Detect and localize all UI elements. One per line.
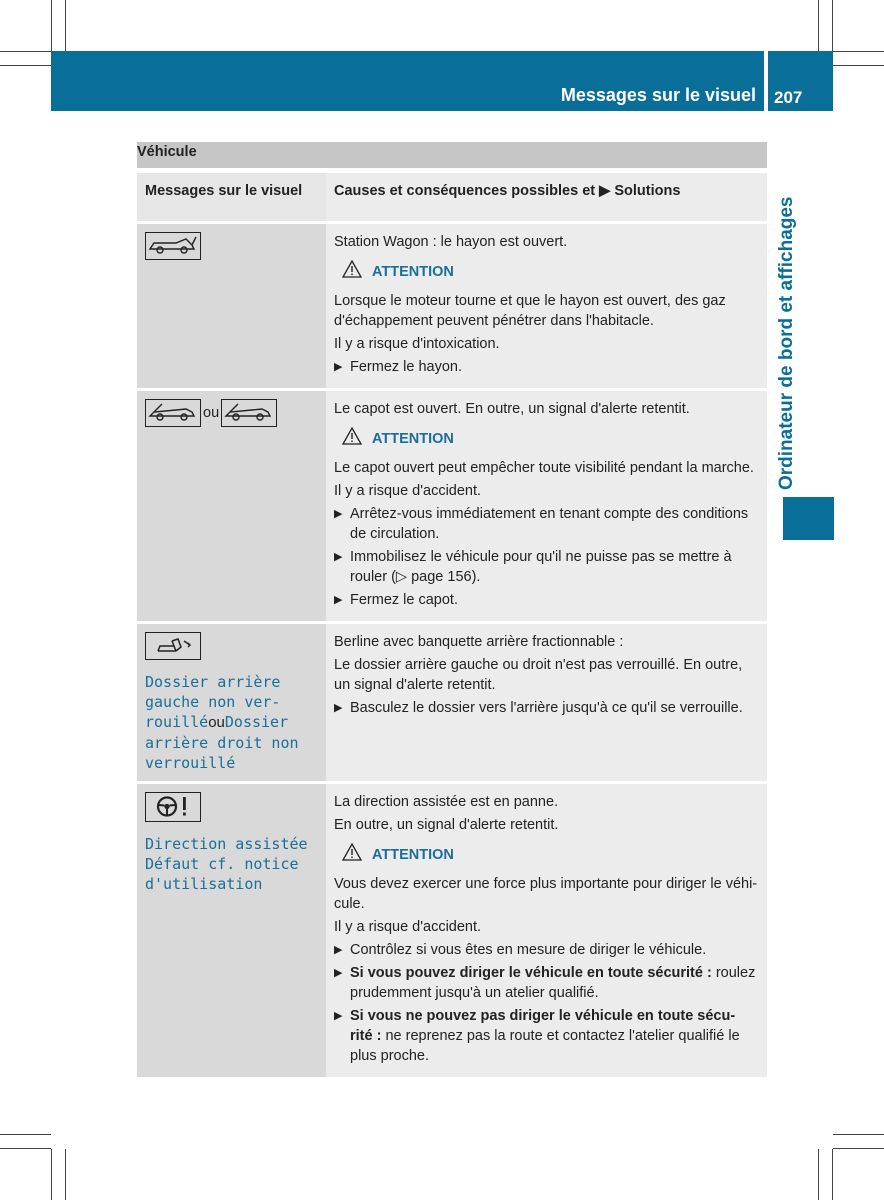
- bullet-arrow-icon: ▶: [334, 1010, 343, 1022]
- crop-mark: [832, 0, 833, 51]
- ou-text: ou: [203, 405, 220, 421]
- arrow-right-icon: ▶: [599, 183, 611, 199]
- list-item: ▶ Contrôlez si vous êtes en mesure de diriger le véhicule.: [334, 942, 707, 958]
- list-item: ▶ Immobilisez le véhicule pour qu'il ne puisse pas se mettre à rouler (▷ page 156).: [334, 549, 732, 585]
- section-header: [137, 142, 767, 168]
- bullet-arrow-icon: ▶: [334, 967, 343, 979]
- column-header-causes: [326, 173, 767, 221]
- list-item: ▶ Fermez le hayon.: [334, 359, 463, 375]
- bullet-arrow-icon: ▶: [334, 944, 343, 956]
- bullet-arrow-icon: ▶: [334, 594, 343, 606]
- tailgate-open-icon: [145, 232, 201, 260]
- crop-mark: [0, 65, 51, 66]
- chapter-tab-label: Ordinateur de bord et affichages: [776, 196, 797, 490]
- hood-open-icon: [145, 399, 201, 427]
- column-header-messages: Messages sur le visuel: [137, 173, 326, 221]
- risk-text: Il y a risque d'accident.: [334, 919, 482, 935]
- row-text: Station Wagon : le hayon est ouvert.: [334, 234, 568, 250]
- bullet-arrow-icon: ▶: [334, 702, 343, 714]
- crop-mark: [832, 1149, 833, 1200]
- crop-mark: [833, 1148, 884, 1149]
- crop-mark: [818, 1149, 819, 1200]
- warning-triangle-icon: [342, 260, 362, 284]
- messages-table: [137, 142, 767, 1077]
- warning-triangle-icon: [342, 427, 362, 451]
- row-text: Le capot est ouvert. En outre, un signal d'alerte retentit.: [334, 401, 690, 417]
- bullet-arrow-icon: ▶: [334, 551, 343, 563]
- bullet-arrow-icon: ▶: [334, 361, 343, 373]
- attention-label: ATTENTION: [342, 427, 761, 451]
- display-message: Direction assistée Défaut cf. notice d'utilisation: [145, 835, 308, 893]
- warning-triangle-icon: [342, 843, 362, 867]
- crop-mark: [51, 1149, 52, 1200]
- crop-mark: [833, 1134, 884, 1135]
- attention-label: ATTENTION: [342, 260, 761, 284]
- table-header-row: [137, 173, 767, 221]
- crop-mark: [65, 1149, 66, 1200]
- hood-open-icon: [221, 399, 277, 427]
- table-row: [137, 784, 767, 1077]
- list-item: ▶ Arrêtez-vous immédiatement en tenant compte des conditions de circulation.: [334, 506, 749, 542]
- list-item: ▶ Basculez le dossier vers l'arrière jusqu'à ce qu'il se verrouille.: [334, 700, 743, 716]
- risk-text: Il y a risque d'intoxication.: [334, 336, 500, 352]
- display-message: Dossier arrière gauche non ver- rouilléouDossier arrière droit non verrouillé: [145, 673, 299, 772]
- crop-mark: [51, 0, 52, 51]
- row-text: Berline avec banquette arrière fractionnable :: [334, 634, 624, 650]
- warning-text: Vous devez exercer une force plus importante pour diriger le véhi- cule.: [334, 876, 758, 912]
- list-item: ▶ Fermez le capot.: [334, 592, 458, 608]
- bullet-arrow-icon: ▶: [334, 508, 343, 520]
- risk-text: Il y a risque d'accident.: [334, 483, 482, 499]
- chapter-tab-marker: [783, 497, 834, 540]
- column-header-causes-text: Causes et conséquences possibles et: [334, 183, 596, 199]
- attention-label: ATTENTION: [342, 843, 761, 867]
- list-item: ▶ Si vous pouvez diriger le véhicule en toute sécurité : roulez prudemment jusqu'à un atelier qualifié.: [334, 965, 756, 1001]
- steering-warning-icon: [145, 792, 201, 822]
- page-title: Messages sur le visuel: [560, 85, 756, 105]
- crop-mark: [0, 1134, 51, 1135]
- crop-mark: [0, 1148, 51, 1149]
- crop-mark: [833, 65, 884, 66]
- crop-mark: [818, 0, 819, 51]
- crop-mark: [0, 51, 51, 52]
- crop-mark: [833, 51, 884, 52]
- row-text: La direction assistée est en panne.: [334, 794, 559, 810]
- table-row: [137, 391, 767, 621]
- table-row: [137, 224, 767, 388]
- warning-text: Le capot ouvert peut empêcher toute visibilité pendant la marche.: [334, 460, 754, 476]
- crop-mark: [65, 0, 66, 51]
- list-item: ▶ Si vous ne pouvez pas diriger le véhicule en toute sécu- rité : ne reprenez pas la route et contactez l'atelier qualifié le plus proche.: [334, 1008, 740, 1064]
- column-header-solutions-text: Solutions: [614, 183, 681, 199]
- page-number: 207: [774, 88, 803, 107]
- section-title: Véhicule: [137, 142, 767, 168]
- table-row: [137, 624, 767, 781]
- warning-text: Lorsque le moteur tourne et que le hayon est ouvert, des gaz d'échappement peuvent pénétrer dans l'habitacle.: [334, 293, 726, 329]
- row-text: Le dossier arrière gauche ou droit n'est pas verrouillé. En outre, un signal d'alerte retentit.: [334, 657, 743, 693]
- row-text: En outre, un signal d'alerte retentit.: [334, 817, 559, 833]
- seat-backrest-icon: [145, 632, 201, 660]
